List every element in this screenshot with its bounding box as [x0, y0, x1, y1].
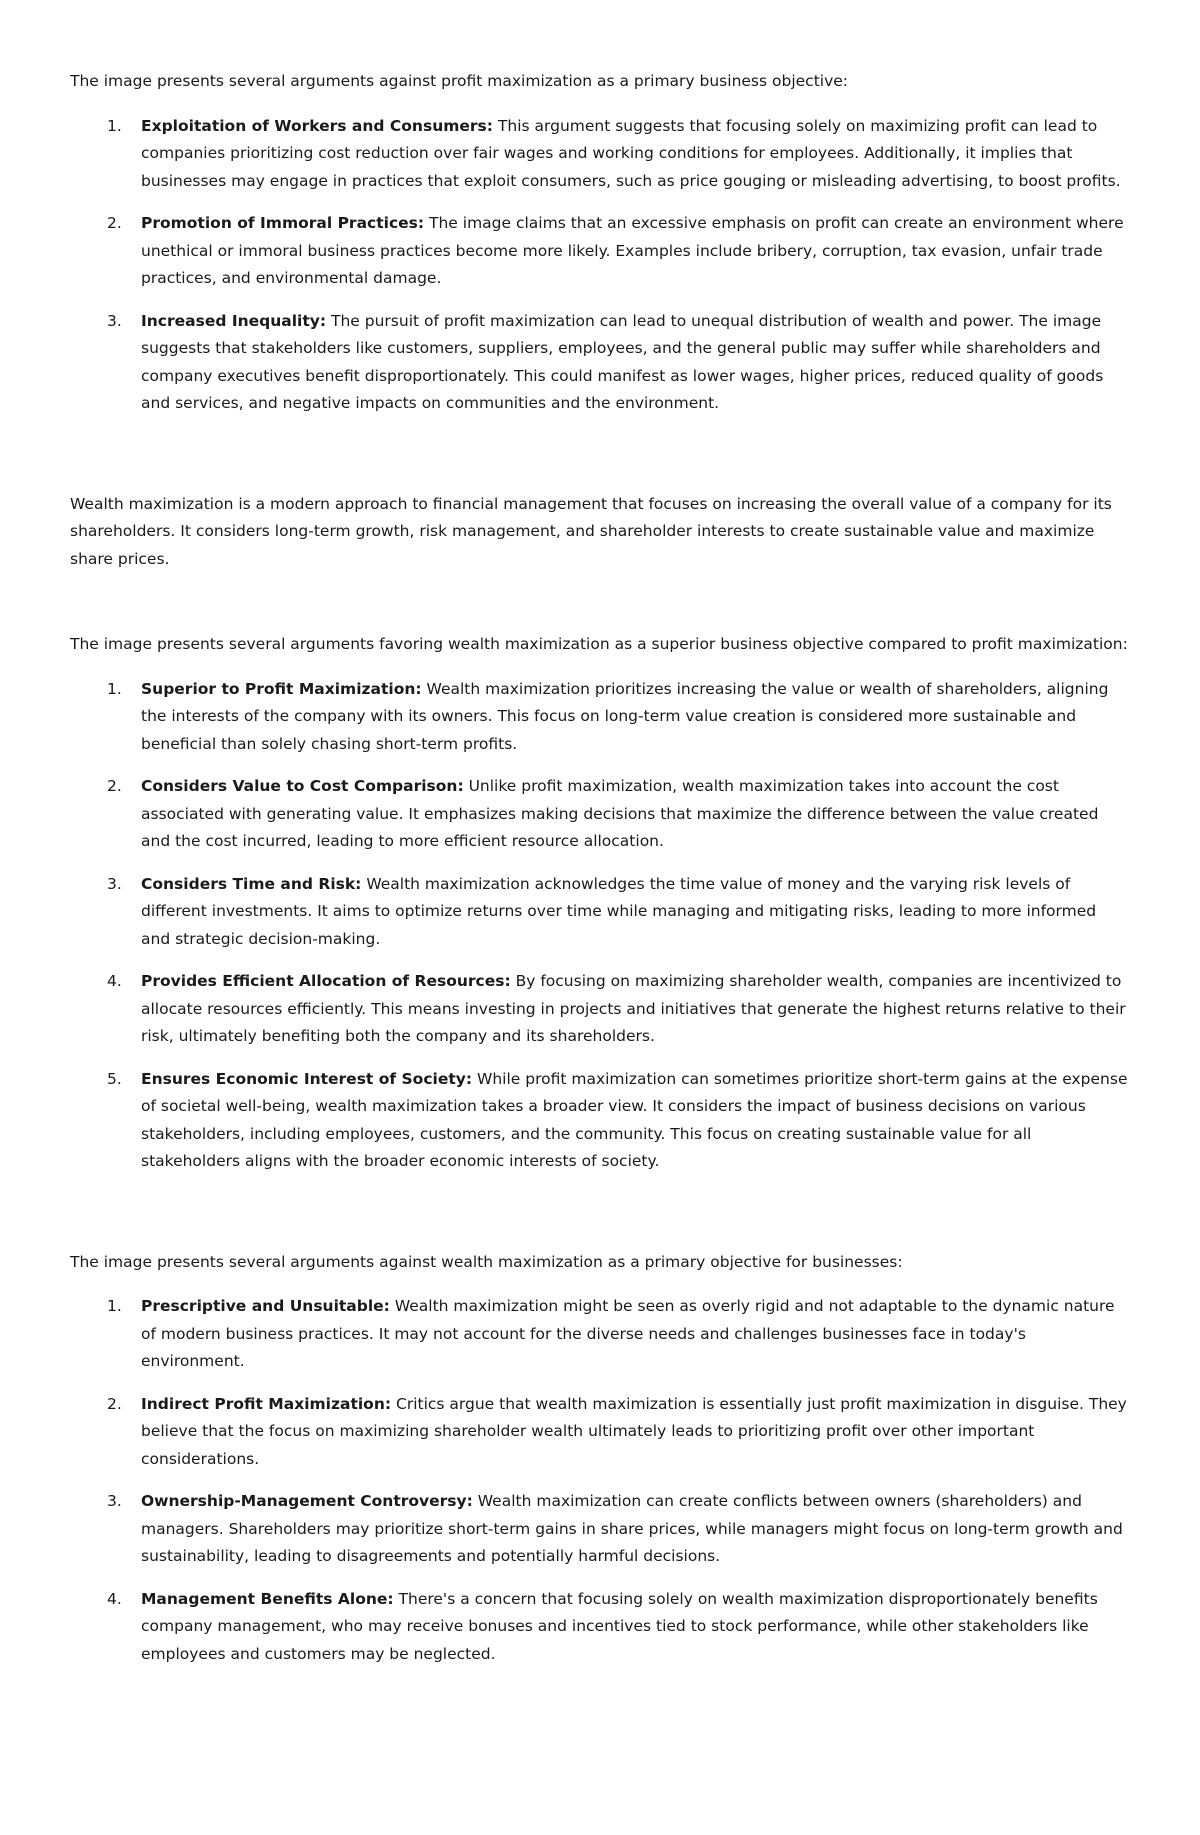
wealth-favor-list: [70, 676, 1130, 1176]
list-text: While profit maximization can sometimes prioritize short-term gains at the expense of societal well-being, wealth maximization takes a broader view. It considers the impact of business decisions on various stakeholders, including employees, customers, and the community. This focus on creating sustainable value for all stakeholders aligns with the broader economic interests of society.: [141, 1069, 1128, 1170]
section-spacer: [70, 573, 1130, 631]
list-text: Wealth maximization might be seen as overly rigid and not adaptable to the dynamic nature of modern business practices. It may not account for the diverse needs and challenges businesses face in today's environment.: [141, 1297, 1115, 1370]
list-text: The pursuit of profit maximization can lead to unequal distribution of wealth and power. The image suggests that stakeholders like customers, suppliers, employees, and the general public may suffer while shareholders and company executives benefit disproportionately. This could manifest as lower wages, higher prices, reduced quality of goods and services, and negative impacts on communities and the environment.: [141, 311, 1104, 412]
list-text: Wealth maximization acknowledges the time value of money and the varying risk levels of different investments. It aims to optimize returns over time while managing and mitigating risks, leading to more informed and strategic decision-making.: [141, 874, 1097, 948]
list-number: 3.: [107, 874, 122, 893]
list-item: [70, 1066, 1130, 1176]
list-term: Exploitation of Workers and Consumers:: [141, 116, 493, 135]
list-text: Critics argue that wealth maximization is essentially just profit maximization in disguise. They believe that the focus on maximizing shareholder wealth ultimately leads to prioritizing profit over other important considerations.: [141, 1394, 1127, 1468]
list-number: 1.: [107, 679, 122, 698]
list-number: 4.: [107, 972, 122, 990]
list-text: By focusing on maximizing shareholder wealth, companies are incentivized to allocate resources efficiently. This means investing in projects and initiatives that generate the highest returns relative to their risk, ultimately benefiting both the company and its shareholders.: [141, 972, 1126, 1045]
list-term: Indirect Profit Maximization:: [141, 1394, 392, 1413]
list-number: 2.: [107, 777, 122, 795]
section-spacer: [70, 1191, 1130, 1249]
list-term: Considers Value to Cost Comparison:: [141, 777, 464, 795]
list-number: 5.: [107, 1069, 122, 1088]
list-text: This argument suggests that focusing solely on maximizing profit can lead to companies prioritizing cost reduction over fair wages and working conditions for employees. Additionally, it implies that businesses may engage in practices that exploit consumers, such as price gouging or misleading advertising, to boost profits.: [141, 116, 1121, 190]
profit-against-list: [70, 113, 1130, 418]
list-item: [70, 1391, 1130, 1474]
wealth-maximization-definition: Wealth maximization is a modern approach to financial management that focuses on increasing the overall value of a company for its shareholders. It considers long-term growth, risk management, and shareholder interests to create sustainable value and maximize share prices.: [70, 494, 1112, 568]
list-number: 1.: [107, 116, 122, 135]
list-item: [70, 773, 1130, 856]
list-term: Ownership-Management Controversy:: [141, 1492, 473, 1510]
section-intro-wealth-against: The image presents several arguments against wealth maximization as a primary objective for businesses:: [70, 1252, 903, 1271]
list-number: 3.: [107, 311, 122, 330]
section-spacer: [70, 433, 1130, 491]
list-text: There's a concern that focusing solely on wealth maximization disproportionately benefits company management, who may receive bonuses and incentives tied to stock performance, while other stakeholders like employees and customers may be neglected.: [141, 1589, 1098, 1663]
list-term: Provides Efficient Allocation of Resources:: [141, 972, 511, 990]
list-term: Increased Inequality:: [141, 311, 327, 330]
list-number: 2.: [107, 1394, 122, 1413]
list-number: 2.: [107, 214, 122, 232]
list-term: Considers Time and Risk:: [141, 874, 362, 893]
list-term: Promotion of Immoral Practices:: [141, 214, 425, 232]
section-intro-profit-against: The image presents several arguments against profit maximization as a primary business objective:: [70, 72, 849, 90]
list-item: [70, 676, 1130, 759]
list-text: The image claims that an excessive emphasis on profit can create an environment where unethical or immoral business practices become more likely. Examples include bribery, corruption, tax evasion, unfair trade practices, and environmental damage.: [141, 214, 1124, 287]
list-item: [70, 1586, 1130, 1669]
list-text: Wealth maximization prioritizes increasing the value or wealth of shareholders, aligning the interests of the company with its owners. This focus on long-term value creation is considered more sustainable and beneficial than solely chasing short-term profits.: [141, 679, 1109, 753]
list-item: [70, 1488, 1130, 1571]
list-item: [70, 308, 1130, 418]
list-item: [70, 113, 1130, 196]
list-term: Management Benefits Alone:: [141, 1589, 394, 1608]
wealth-against-list: [70, 1293, 1130, 1668]
list-item: [70, 1293, 1130, 1376]
section-intro-wealth-favor: The image presents several arguments favoring wealth maximization as a superior business objective compared to profit maximization:: [70, 635, 1128, 653]
list-item: [70, 871, 1130, 954]
list-number: 4.: [107, 1589, 122, 1608]
list-item: [70, 210, 1130, 293]
list-text: Unlike profit maximization, wealth maximization takes into account the cost associated with generating value. It emphasizes making decisions that maximize the difference between the value created and the cost incurred, leading to more efficient resource allocation.: [141, 777, 1099, 850]
list-term: Prescriptive and Unsuitable:: [141, 1297, 390, 1315]
list-text: Wealth maximization can create conflicts between owners (shareholders) and managers. Shareholders may prioritize short-term gains in share prices, while managers might focus on long-term growth and sustainability, leading to disagreements and potentially harmful decisions.: [141, 1492, 1123, 1565]
list-number: 3.: [107, 1492, 122, 1510]
list-number: 1.: [107, 1297, 122, 1315]
list-item: [70, 968, 1130, 1051]
list-term: Ensures Economic Interest of Society:: [141, 1069, 473, 1088]
list-term: Superior to Profit Maximization:: [141, 679, 422, 698]
